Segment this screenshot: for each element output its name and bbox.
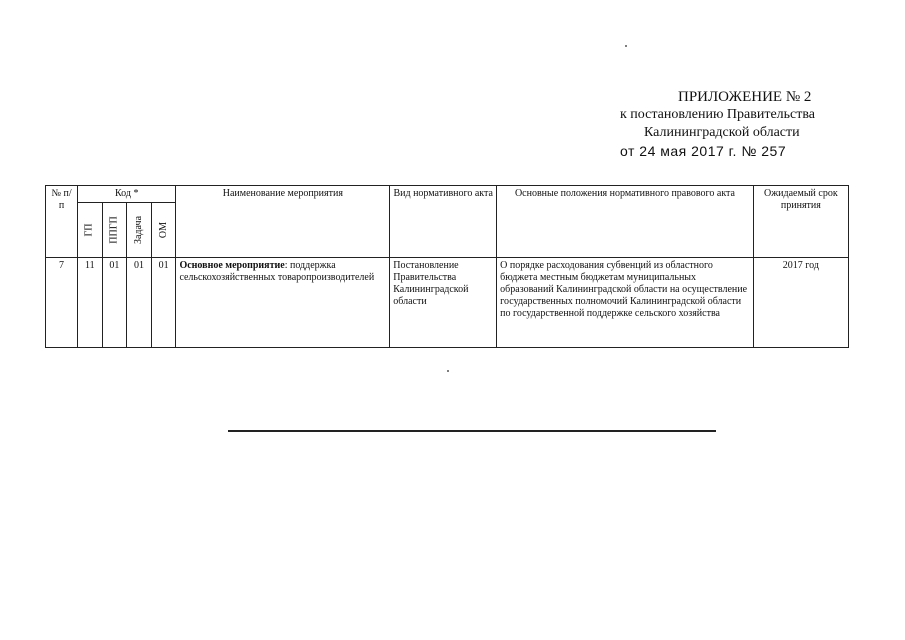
table-header-row <box>46 186 849 203</box>
cell-task: 01 <box>127 258 152 348</box>
scan-speck <box>447 370 449 372</box>
cell-provisions: О порядке расходования субвенций из областного бюджета местным бюджетам муниципальных образований Калининградской области на осуществление государственных полномочий Калининградской области по государственной поддержке сельского хозяйства <box>497 258 754 348</box>
header-act: Вид нормативного акта <box>390 186 497 258</box>
header-code-gp: ГП <box>78 203 103 258</box>
header-code-om: ОМ <box>151 203 176 258</box>
cell-name-rest: : поддержка сельскохозяйственных товаропроизводителей <box>179 260 375 283</box>
cell-num: 7 <box>46 258 78 348</box>
header-name: Наименование мероприятия <box>176 186 390 258</box>
table-row <box>46 258 849 348</box>
cell-om: 01 <box>151 258 176 348</box>
cell-name-bold: Основное мероприятие <box>179 260 285 271</box>
cell-gp: 11 <box>78 258 103 348</box>
appendix-subtitle-line2: Калининградской области <box>644 125 800 140</box>
header-term: Ожидаемый срок принятия <box>753 186 848 258</box>
scan-speck <box>625 45 627 47</box>
cell-act: Постановление Правительства Калининградской области <box>390 258 497 348</box>
cell-ppgp: 01 <box>102 258 127 348</box>
header-code-ppgp: ППГП <box>102 203 127 258</box>
cell-term: 2017 год <box>753 258 848 348</box>
cell-name <box>176 258 390 348</box>
appendix-header <box>560 88 860 160</box>
appendix-subtitle-line1: к постановлению Правительства <box>620 107 816 122</box>
appendix-date-number: от 24 мая 2017 г. № 257 <box>620 143 787 159</box>
appendix-title: ПРИЛОЖЕНИЕ № 2 <box>678 89 812 105</box>
header-num: № п/п <box>46 186 78 258</box>
header-code: Код * <box>78 186 176 203</box>
header-code-task: Задача <box>127 203 152 258</box>
separator-line <box>228 430 716 432</box>
measures-table <box>45 185 849 348</box>
header-provisions: Основные положения нормативного правового акта <box>497 186 754 258</box>
